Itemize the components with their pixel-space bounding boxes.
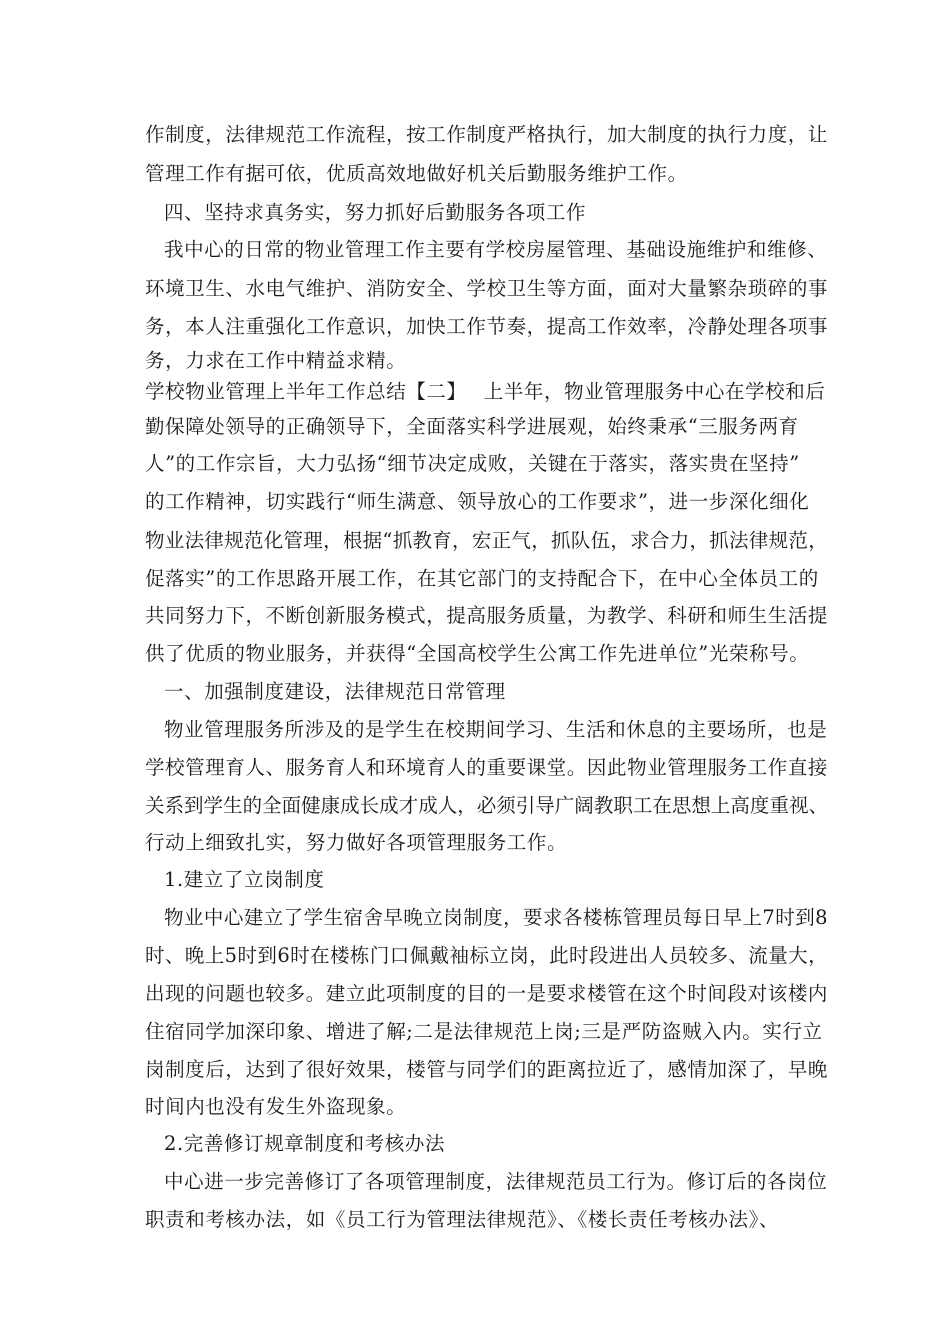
text-line: 时、晚上5时到6时在楼栋门口佩戴袖标立岗，此时段进出人员较多、流量大， (145, 944, 828, 967)
section-heading: 四、坚持求真务实，努力抓好后勤服务各项工作 (164, 201, 587, 224)
text-line: 出现的问题也较多。建立此项制度的目的一是要求楼管在这个时间段对该楼内 (145, 982, 828, 1005)
text-line: 住宿同学加深印象、增进了解;二是法律规范上岗;三是严防盗贼入内。实行立 (145, 1020, 823, 1043)
text-line: 关系到学生的全面健康成长成才成人，必须引导广阔教职工在思想上高度重视、 (145, 794, 828, 817)
section-heading: 一、加强制度建设，法律规范日常管理 (164, 680, 506, 703)
text-line: 人”的工作宗旨，大力弘扬“细节决定成败，关键在于落实，落实贵在坚持” (145, 452, 800, 475)
text-line: 的工作精神，切实践行“师生满意、领导放心的工作要求”，进一步深化细化 (145, 490, 810, 513)
text-line: 职责和考核办法，如《员工行为管理法律规范》、《楼长责任考核办法》、 (145, 1208, 780, 1231)
text-line: 我中心的日常的物业管理工作主要有学校房屋管理、基础设施维护和维修、 (164, 238, 828, 261)
text-line: 中心进一步完善修订了各项管理制度，法律规范员工行为。修订后的各岗位 (164, 1170, 828, 1193)
text-line: 物业中心建立了学生宿舍早晚立岗制度，要求各楼栋管理员每日早上7时到8 (164, 906, 828, 929)
text-line: 促落实”的工作思路开展工作，在其它部门的支持配合下，在中心全体员工的 (145, 567, 819, 590)
text-line: 岗制度后，达到了很好效果，楼管与同学们的距离拉近了，感情加深了，早晚 (145, 1058, 828, 1081)
subsection-heading: 1.建立了立岗制度 (164, 868, 325, 891)
text-line: 务，本人注重强化工作意识，加快工作节奏，提高工作效率，冷静处理各项事 (145, 315, 828, 338)
article-title-line: 学校物业管理上半年工作总结【二】 上半年，物业管理服务中心在学校和后 (145, 380, 826, 403)
subsection-heading: 2.完善修订规章制度和考核办法 (164, 1132, 446, 1155)
text-line: 供了优质的物业服务，并获得“全国高校学生公寓工作先进单位”光荣称号。 (145, 642, 810, 665)
text-line: 作制度，法律规范工作流程，按工作制度严格执行，加大制度的执行力度，让 (145, 123, 828, 146)
text-line: 学校管理育人、服务育人和环境育人的重要课堂。因此物业管理服务工作直接 (145, 756, 828, 779)
text-line: 务，力求在工作中精益求精。 (145, 349, 407, 372)
text-line: 勤保障处领导的正确领导下，全面落实科学进展观，始终秉承“三服务两育 (145, 415, 799, 438)
text-line: 行动上细致扎实，努力做好各项管理服务工作。 (145, 831, 568, 854)
text-line: 时间内也没有发生外盗现象。 (145, 1095, 407, 1118)
text-line: 物业管理服务所涉及的是学生在校期间学习、生活和休息的主要场所，也是 (164, 718, 828, 741)
text-line: 物业法律规范化管理，根据“抓教育，宏正气，抓队伍，求合力，抓法律规范， (145, 529, 828, 552)
text-line: 环境卫生、水电气维护、消防安全、学校卫生等方面，面对大量繁杂琐碎的事 (145, 277, 828, 300)
text-line: 管理工作有据可依，优质高效地做好机关后勤服务维护工作。 (145, 162, 688, 185)
text-line: 共同努力下，不断创新服务模式，提高服务质量，为教学、科研和师生生活提 (145, 604, 828, 627)
